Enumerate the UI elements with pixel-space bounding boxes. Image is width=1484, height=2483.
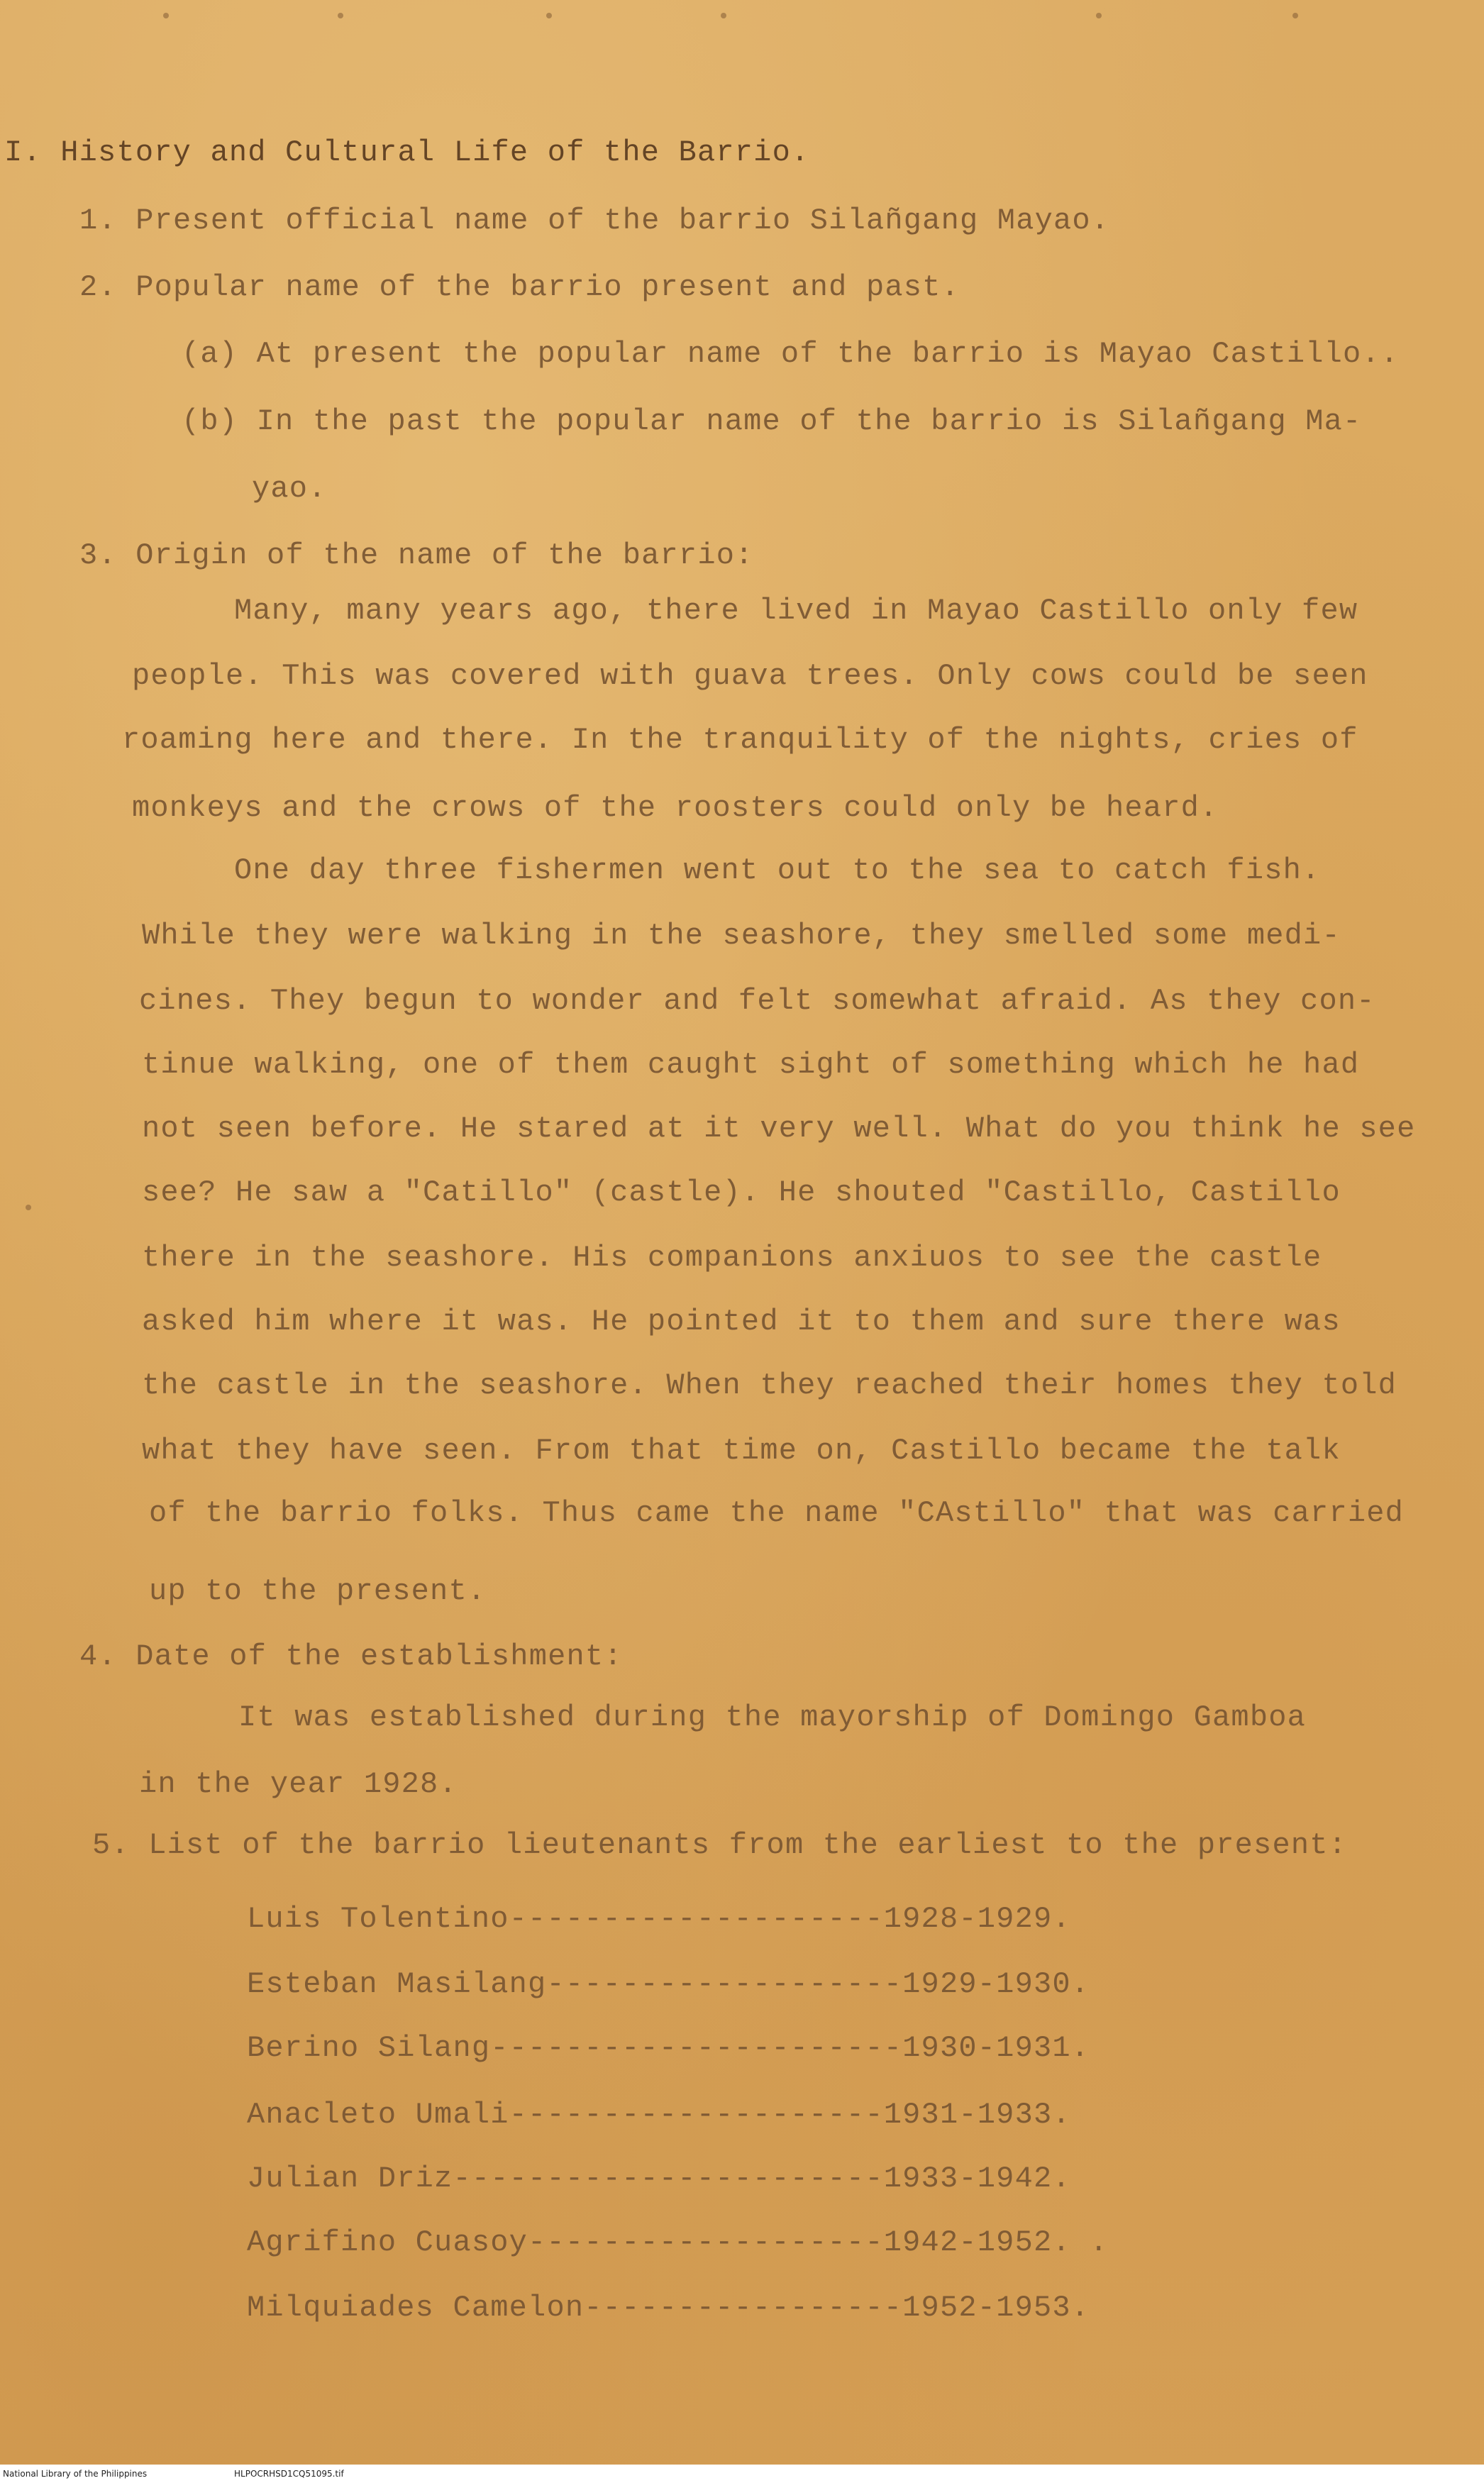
pin-mark [26, 1205, 31, 1210]
section-heading: I. History and Cultural Life of the Barrio. [4, 136, 810, 170]
item-date-established: 4. Date of the establishment: [79, 1639, 623, 1674]
establishment-line: in the year 1928. [139, 1767, 458, 1801]
origin-paragraph-2-line: asked him where it was. He pointed it to them and sure there was [142, 1305, 1341, 1339]
origin-paragraph-1-line: monkeys and the crows of the roosters could only be heard. [132, 791, 1219, 825]
lieutenant-entry: Luis Tolentino--------------------1928-1929. [247, 1902, 1071, 1936]
origin-paragraph-1-line: people. This was covered with guava trees. Only cows could be seen [132, 659, 1368, 693]
lieutenant-entry: Esteban Masilang-------------------1929-1930. [247, 1967, 1090, 2001]
origin-paragraph-2-line: not seen before. He stared at it very well. What do you think he see [142, 1112, 1416, 1146]
footer-file-id: HLPOCRHSD1CQ51095.tif [234, 2469, 344, 2479]
item-origin-heading: 3. Origin of the name of the barrio: [79, 538, 754, 573]
lieutenant-entry: Milquiades Camelon-----------------1952-1953. [247, 2291, 1090, 2325]
lieutenant-entry: Julian Driz-----------------------1933-1942. [247, 2162, 1071, 2196]
item-lieutenants-heading: 5. List of the barrio lieutenants from the earliest to the present: [92, 1828, 1348, 1862]
origin-paragraph-2-line: the castle in the seashore. When they reached their homes they told [142, 1368, 1397, 1403]
origin-paragraph-1-line: Many, many years ago, there lived in Mayao Castillo only few [234, 594, 1358, 628]
scan-footer [0, 2465, 1484, 2483]
origin-paragraph-2-line: what they have seen. From that time on, Castillo became the talk [142, 1434, 1341, 1468]
footer-library-name: National Library of the Philippines [3, 2469, 148, 2479]
pin-mark [1096, 13, 1102, 18]
pin-mark [721, 13, 726, 18]
establishment-line: It was established during the mayorship of Domingo Gamboa [238, 1701, 1307, 1735]
item-popular-name: 2. Popular name of the barrio present and past. [79, 270, 960, 304]
origin-paragraph-2-line: there in the seashore. His companions anxiuos to see the castle [142, 1241, 1322, 1275]
origin-paragraph-2-line: see? He saw a "Catillo" (castle). He shouted "Castillo, Castillo [142, 1176, 1341, 1210]
origin-paragraph-2-line: cines. They begun to wonder and felt somewhat afraid. As they con- [139, 984, 1375, 1018]
pin-mark [1292, 13, 1298, 18]
lieutenant-entry: Berino Silang----------------------1930-1931. [247, 2031, 1090, 2065]
origin-paragraph-1-line: roaming here and there. In the tranquility of the nights, cries of [122, 723, 1358, 757]
origin-paragraph-2-line: up to the present. [149, 1574, 487, 1608]
origin-paragraph-2-line: of the barrio folks. Thus came the name "CAstillo" that was carried [149, 1496, 1405, 1530]
pin-mark [163, 13, 169, 18]
item-popular-name-past: (b) In the past the popular name of the barrio is Silañgang Ma- [182, 404, 1362, 438]
pin-mark [546, 13, 552, 18]
lieutenant-entry: Agrifino Cuasoy-------------------1942-1952. . [247, 2225, 1109, 2260]
item-popular-name-past-cont: yao. [252, 472, 327, 506]
lieutenant-entry: Anacleto Umali--------------------1931-1933. [247, 2098, 1071, 2132]
origin-paragraph-2-line: One day three fishermen went out to the sea to catch fish. [234, 853, 1321, 887]
origin-paragraph-2-line: tinue walking, one of them caught sight of something which he had [142, 1048, 1360, 1082]
item-popular-name-present: (a) At present the popular name of the barrio is Mayao Castillo.. [182, 337, 1400, 371]
item-official-name: 1. Present official name of the barrio Silañgang Mayao. [79, 204, 1110, 238]
pin-mark [338, 13, 343, 18]
origin-paragraph-2-line: While they were walking in the seashore, they smelled some medi- [142, 919, 1341, 953]
